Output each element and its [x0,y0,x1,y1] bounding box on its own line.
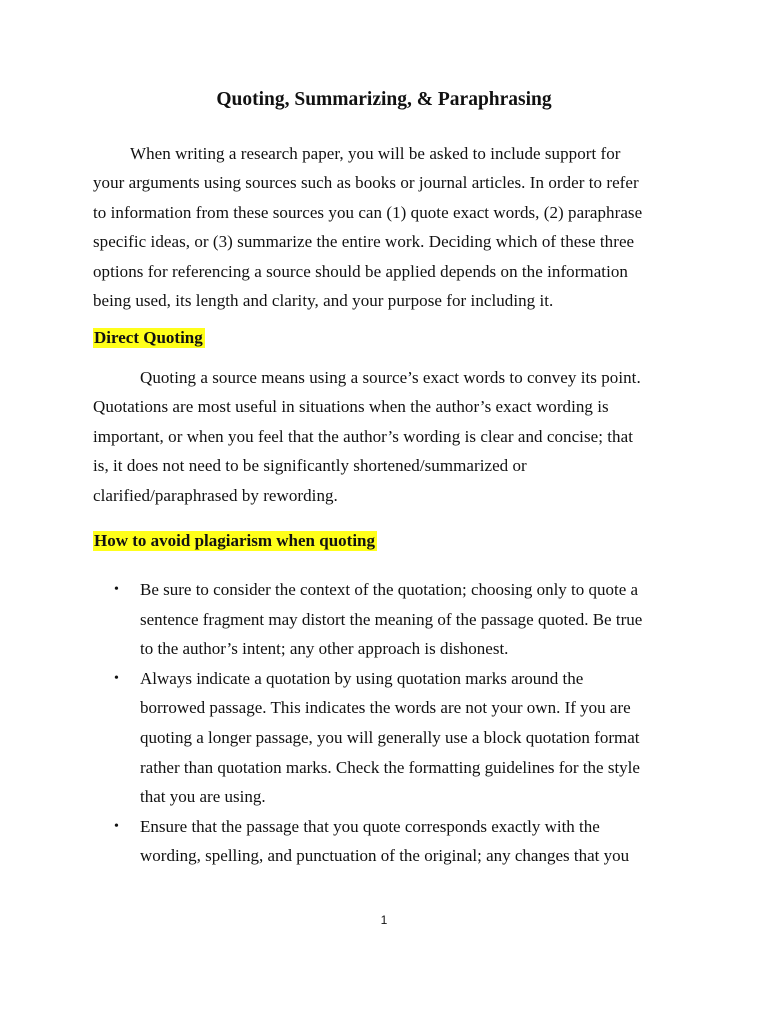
paragraph-line: Quoting a source means using a source’s exact words to convey its point. [140,368,641,387]
list-item-line: Always indicate a quotation by using quotation marks around the [140,668,584,688]
list-item [93,812,693,871]
paragraph-line: is, it does not need to be significantly shortened/summarized or [93,456,527,476]
highlighted-heading-text: Direct Quoting [94,328,203,347]
list-item-line: rather than quotation marks. Check the formatting guidelines for the style [140,757,640,777]
paragraph-line: being used, its length and clarity, and your purpose for including it. [93,291,554,311]
plagiarism-bullet-list [93,575,693,871]
list-item-line: wording, spelling, and punctuation of the original; any changes that you [140,846,630,866]
list-item-line: sentence fragment may distort the meaning of the passage quoted. Be true [140,609,643,629]
paragraph-line: to information from these sources you can (1) quote exact words, (2) paraphrase [93,202,643,222]
paragraph-line: specific ideas, or (3) summarize the entire work. Deciding which of these three [93,232,635,252]
paragraph-line: your arguments using sources such as books or journal articles. In order to refer [93,173,639,193]
section-heading-direct-quoting [93,327,205,349]
intro-paragraph [93,139,683,315]
bullet-icon: • [114,818,119,834]
list-item-line: that you are using. [140,787,266,807]
list-item-line: borrowed passage. This indicates the words are not your own. If you are [140,698,631,718]
highlighted-heading-text: How to avoid plagiarism when quoting [94,531,376,550]
paragraph-line: clarified/paraphrased by rewording. [93,485,338,505]
list-item-line: to the author’s intent; any other approach is dishonest. [140,639,509,659]
paragraph-line: Quotations are most useful in situations when the author’s exact wording is [93,397,609,417]
direct-quoting-paragraph [93,363,683,510]
list-item-line: Ensure that the passage that you quote corresponds exactly with the [140,816,600,836]
page-number: 1 [380,913,388,927]
list-item [93,575,693,664]
list-item-line: Be sure to consider the context of the quotation; choosing only to quote a [140,580,639,599]
bullet-icon: • [114,582,119,597]
paragraph-line: options for referencing a source should be applied depends on the information [93,261,628,281]
paragraph-line: important, or when you feel that the author’s wording is clear and concise; that [93,426,633,446]
list-item [93,664,693,812]
document-title: Quoting, Summarizing, & Paraphrasing [216,89,552,110]
section-heading-avoid-plagiarism [93,530,377,552]
paragraph-line: When writing a research paper, you will be asked to include support for [130,144,621,163]
list-item-line: quoting a longer passage, you will generally use a block quotation format [140,727,640,747]
bullet-icon: • [114,670,119,686]
